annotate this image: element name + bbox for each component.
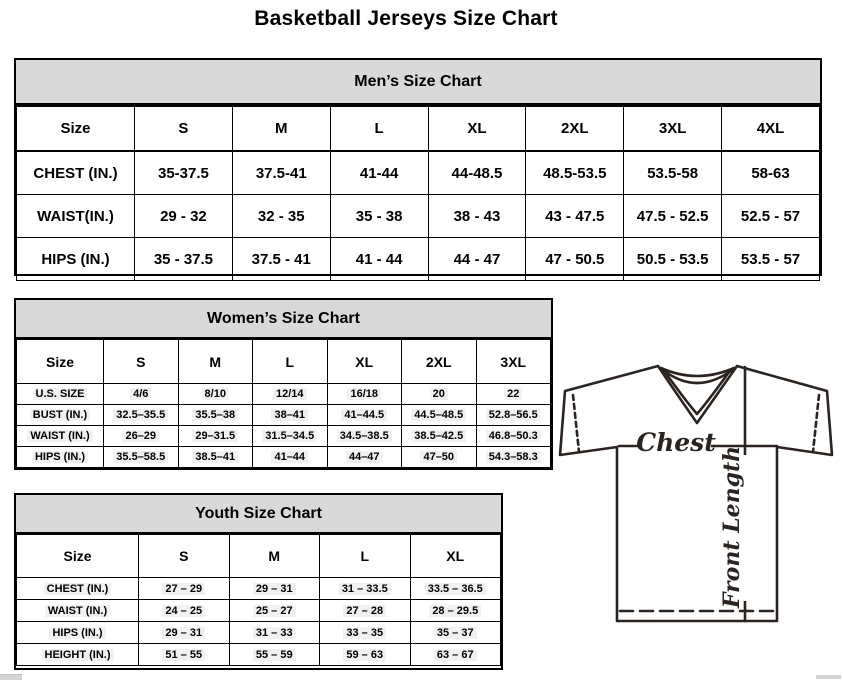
table-cell: 50.5 - 53.5: [624, 238, 722, 281]
table-cell: 44-48.5: [428, 151, 526, 195]
column-header: XL: [428, 106, 526, 151]
row-label: HIPS (IN.): [17, 238, 135, 281]
womens-size-chart: [14, 298, 553, 470]
table-cell: 47.5 - 52.5: [624, 195, 722, 238]
header-row: [17, 535, 501, 578]
row-label: WAIST(IN.): [17, 195, 135, 238]
table-cell: 44–47: [327, 447, 402, 468]
table-cell: 58-63: [722, 151, 820, 195]
table-cell: 38–41: [253, 405, 328, 426]
table-cell: 52.8–56.5: [476, 405, 551, 426]
table-cell: 26–29: [104, 426, 179, 447]
table-cell: 34.5–38.5: [327, 426, 402, 447]
front-length-label: Front Length: [719, 445, 745, 609]
table-cell: 32.5–35.5: [104, 405, 179, 426]
table-cell: 33.5 – 36.5: [410, 578, 501, 600]
column-header: 3XL: [476, 340, 551, 384]
womens-size-table: [16, 339, 551, 468]
row-label: WAIST (IN.): [17, 426, 104, 447]
row-label: CHEST (IN.): [17, 578, 139, 600]
row-label: HIPS (IN.): [17, 622, 139, 644]
youth-size-chart-title: Youth Size Chart: [16, 495, 501, 534]
womens-size-chart-title: Women’s Size Chart: [16, 300, 551, 339]
table-cell: 37.5 - 41: [232, 238, 330, 281]
table-cell: 35 – 37: [410, 622, 501, 644]
table-cell: 35.5–58.5: [104, 447, 179, 468]
table-cell: 55 – 59: [229, 644, 320, 666]
table-cell: 53.5-58: [624, 151, 722, 195]
table-row: [17, 195, 820, 238]
table-cell: 46.8–50.3: [476, 426, 551, 447]
table-row: [17, 384, 551, 405]
table-cell: 4/6: [104, 384, 179, 405]
column-header: S: [104, 340, 179, 384]
table-cell: 8/10: [178, 384, 253, 405]
table-cell: 31.5–34.5: [253, 426, 328, 447]
table-cell: 32 - 35: [232, 195, 330, 238]
table-row: [17, 578, 501, 600]
column-header: Size: [17, 340, 104, 384]
table-row: [17, 622, 501, 644]
table-cell: 41–44: [253, 447, 328, 468]
table-cell: 37.5-41: [232, 151, 330, 195]
row-label: WAIST (IN.): [17, 600, 139, 622]
table-cell: 44 - 47: [428, 238, 526, 281]
table-cell: 20: [402, 384, 477, 405]
table-row: [17, 405, 551, 426]
table-row: [17, 238, 820, 281]
table-cell: 38 - 43: [428, 195, 526, 238]
table-cell: 24 – 25: [139, 600, 230, 622]
table-cell: 43 - 47.5: [526, 195, 624, 238]
table-cell: 59 – 63: [320, 644, 411, 666]
column-header: L: [253, 340, 328, 384]
table-cell: 63 – 67: [410, 644, 501, 666]
row-label: HIPS (IN.): [17, 447, 104, 468]
column-header: 4XL: [722, 106, 820, 151]
table-cell: 41-44: [330, 151, 428, 195]
table-row: [17, 151, 820, 195]
table-cell: 12/14: [253, 384, 328, 405]
table-row: [17, 426, 551, 447]
table-cell: 29 – 31: [229, 578, 320, 600]
column-header: S: [135, 106, 233, 151]
chest-label: Chest: [636, 428, 716, 457]
table-cell: 38.5–41: [178, 447, 253, 468]
table-cell: 41 - 44: [330, 238, 428, 281]
scrollbar-fragment-right: [816, 675, 841, 679]
table-cell: 22: [476, 384, 551, 405]
table-row: [17, 600, 501, 622]
column-header: XL: [410, 535, 501, 578]
table-cell: 54.3–58.3: [476, 447, 551, 468]
table-cell: 35.5–38: [178, 405, 253, 426]
table-cell: 48.5-53.5: [526, 151, 624, 195]
table-cell: 53.5 - 57: [722, 238, 820, 281]
jersey-outline: [560, 366, 832, 621]
header-row: [17, 106, 820, 151]
table-cell: 33 – 35: [320, 622, 411, 644]
table-cell: 29 – 31: [139, 622, 230, 644]
table-cell: 29–31.5: [178, 426, 253, 447]
table-cell: 27 – 29: [139, 578, 230, 600]
jersey-diagram-svg: [555, 355, 843, 635]
column-header: 3XL: [624, 106, 722, 151]
header-row: [17, 340, 551, 384]
column-header: 2XL: [526, 106, 624, 151]
row-label: CHEST (IN.): [17, 151, 135, 195]
table-cell: 41–44.5: [327, 405, 402, 426]
table-row: [17, 447, 551, 468]
youth-size-table: [16, 534, 501, 666]
row-label: HEIGHT (IN.): [17, 644, 139, 666]
table-cell: 28 – 29.5: [410, 600, 501, 622]
table-cell: 47 - 50.5: [526, 238, 624, 281]
table-cell: 35-37.5: [135, 151, 233, 195]
mens-size-table: [16, 105, 820, 281]
table-cell: 16/18: [327, 384, 402, 405]
jersey-measurement-diagram: [555, 355, 843, 635]
table-cell: 35 - 38: [330, 195, 428, 238]
column-header: M: [232, 106, 330, 151]
page-title: Basketball Jerseys Size Chart: [254, 7, 558, 30]
table-cell: 31 – 33: [229, 622, 320, 644]
table-cell: 52.5 - 57: [722, 195, 820, 238]
table-cell: 51 – 55: [139, 644, 230, 666]
scrollbar-fragment-left: [0, 674, 22, 680]
column-header: S: [139, 535, 230, 578]
column-header: Size: [17, 535, 139, 578]
table-cell: 35 - 37.5: [135, 238, 233, 281]
column-header: L: [330, 106, 428, 151]
table-cell: 38.5–42.5: [402, 426, 477, 447]
column-header: M: [229, 535, 320, 578]
column-header: M: [178, 340, 253, 384]
row-label: BUST (IN.): [17, 405, 104, 426]
table-cell: 29 - 32: [135, 195, 233, 238]
table-cell: 47–50: [402, 447, 477, 468]
table-row: [17, 644, 501, 666]
row-label: U.S. SIZE: [17, 384, 104, 405]
mens-size-chart: [14, 58, 822, 276]
column-header: Size: [17, 106, 135, 151]
column-header: XL: [327, 340, 402, 384]
table-cell: 31 – 33.5: [320, 578, 411, 600]
table-cell: 44.5–48.5: [402, 405, 477, 426]
table-cell: 27 – 28: [320, 600, 411, 622]
column-header: 2XL: [402, 340, 477, 384]
mens-size-chart-title: Men’s Size Chart: [16, 60, 820, 105]
table-cell: 25 – 27: [229, 600, 320, 622]
column-header: L: [320, 535, 411, 578]
youth-size-chart: [14, 493, 503, 670]
